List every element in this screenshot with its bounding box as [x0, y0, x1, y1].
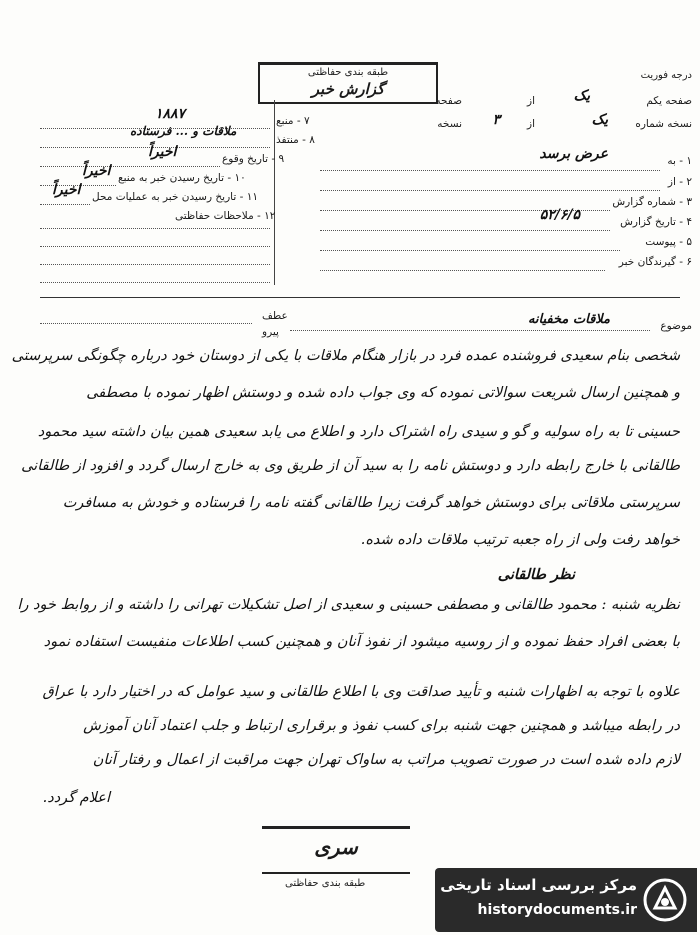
opinion-line: نظریه شنبه : محمود طالقانی و مصطفی حسینی و سعیدی از اصل تشکیلات تهرانی را داشته و از روابط خود را	[17, 597, 680, 613]
copy-unit: نسخه	[437, 118, 462, 130]
archive-logo-icon	[643, 878, 687, 922]
watermark-title: مرکز بررسی اسناد تاریخی	[440, 876, 637, 894]
opinion-line: لازم داده شده است در صورت تصویب مراتب به ساواک تهران جهت مراقبت از اعمال و رفتار آنان	[92, 752, 680, 768]
source-value: ۱۸۸۷	[155, 106, 186, 122]
recipients-label: ۶ - گیرندگان خبر	[618, 256, 692, 268]
copy-label: نسخه شماره	[635, 118, 692, 130]
top-classification: طبقه بندی حفاظتی	[307, 67, 389, 78]
opinion-line: در رابطه میباشد و همچنین جهت شنبه برای کسب نفوذ و برقراری ارتباط و جلب اعتماد آنان آموزش	[83, 718, 680, 734]
ref-sub: پیرو	[262, 326, 279, 338]
opinion-line: اعلام گردد.	[42, 790, 110, 806]
opinion-line: علاوه با توجه به اظهارات شنبه و تأیید صداقت وی با اطلاع طالقانی و سید عوامل که در اختیار دارد با عراق	[42, 684, 680, 700]
report-date-value: ۵۲/۶/۵	[539, 207, 580, 223]
classification-stamp	[258, 62, 438, 104]
report-title: گزارش خبر	[311, 80, 385, 98]
topic-value: ملاقات مخفیانه	[527, 312, 610, 327]
remarks-label: ۱۲ - ملاحظات حفاظتی	[175, 210, 276, 222]
body-line: سرپرستی ملاقاتی برای دوستش خواهد گرفت زیرا طالقانی گفته نامه را فرستاده و خودش به مسافرت	[62, 495, 680, 511]
body-line: شخصی بنام سعیدی فروشنده عمده فرد در بازار هنگام ملاقات با یکی از دوستان خود درباره چگونگی سرپرستی	[11, 348, 680, 364]
copy-value: یک	[591, 112, 608, 128]
page-of: از	[527, 95, 535, 107]
report-no-label: ۳ - شماره گزارش	[612, 196, 692, 208]
subject-label: ۸ - منتفذ	[276, 134, 315, 146]
page-label: صفحه یکم	[646, 95, 692, 107]
body-line: طالقانی با خارج رابطه دارد و دوستش نامه را به سید آن از طریق وی به خارج ارسال گردد و افزود از طالقانی	[21, 458, 680, 474]
secret-stamp-text: سری	[314, 835, 358, 859]
secret-stamp	[262, 826, 410, 874]
page-total: یک	[573, 88, 590, 104]
body-line: حسینی تا به راه سولیه و گو و سیدی راه اشتراک دارد و اطلاع می یابد سعیدی همین بیان داشته سید محمود	[37, 424, 680, 440]
attachment-label: ۵ - پیوست	[645, 236, 692, 248]
subject-value: ملاقات و ... فرستاده	[130, 124, 237, 138]
copy-of: از	[527, 118, 535, 130]
bottom-classification: طبقه بندی حفاظتی	[285, 878, 366, 889]
ref-label: عطف	[262, 310, 288, 322]
watermark-url: historydocuments.ir	[477, 902, 637, 918]
event-date-value: اخیراً	[148, 144, 177, 160]
event-date-label: ۹ - تاریخ وقوع	[222, 153, 285, 165]
copy-total: ۳	[492, 112, 500, 128]
source-label: ۷ - منبع	[276, 115, 310, 127]
receipt-ops-label: ۱۱ - تاریخ رسیدن خبر به عملیات محل	[92, 191, 259, 203]
receipt-source-label: ۱۰ - تاریخ رسیدن خبر به منبع	[118, 172, 246, 184]
from-label: ۲ - از	[667, 176, 692, 188]
to-label: ۱ - به	[667, 155, 692, 167]
topic-label: موضوع	[660, 320, 692, 332]
archive-watermark	[435, 868, 697, 932]
receipt-ops-value: اخیراً	[52, 182, 81, 198]
report-date-label: ۴ - تاریخ گزارش	[620, 216, 692, 228]
form-divider	[274, 100, 275, 285]
body-line: و همچنین ارسال شریعت سوالاتی نموده که وی جواب داده شده و دوستش اظهار نموده با مصطفی	[86, 385, 680, 401]
opinion-title: نظر طالقانی	[497, 566, 575, 583]
page-unit: صفحه	[435, 95, 462, 107]
header-separator	[40, 297, 680, 298]
receipt-source-value: اخیراً	[82, 163, 111, 179]
to-value: عرض برسد	[539, 146, 608, 162]
body-line: خواهد رفت ولی از راه جعبه ترتیب ملاقات داده شده.	[360, 532, 680, 548]
opinion-line: با بعضی افراد حفظ نموده و از روسیه میشود از نفوذ آنان و همچنین کسب اطلاعات منفیست استفاده نمود	[43, 634, 680, 650]
priority-label: درجه فوریت	[640, 70, 692, 81]
